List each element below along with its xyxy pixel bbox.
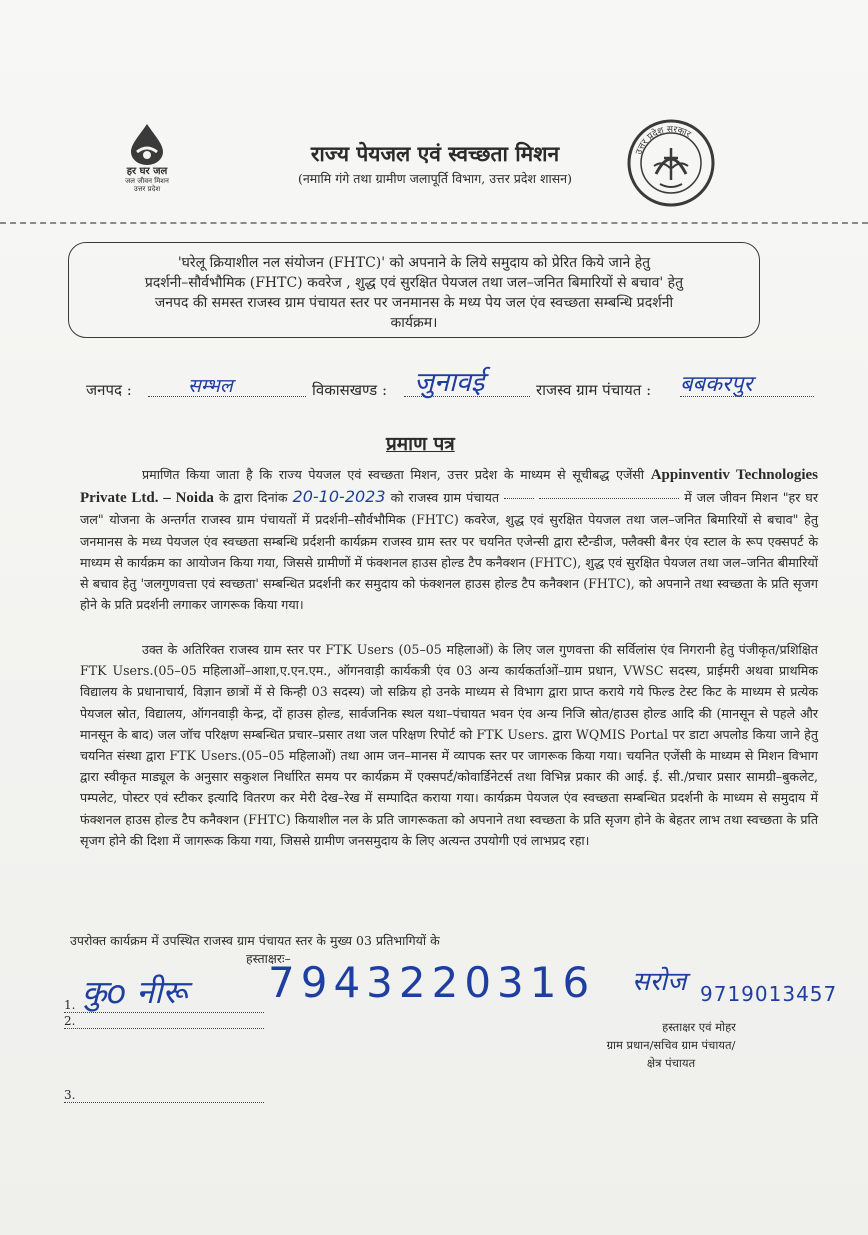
panchayat-value: बबकरपुर [680,372,753,397]
logo-text-line2: जल जीवन मिशन [125,177,169,185]
seal-text: उत्तर प्रदेश सरकार [634,124,693,157]
district-value: सम्भल [188,375,233,397]
signature-intro-line2: हस्ताक्षरः– [246,951,291,966]
mission-title: राज्य पेयजल एवं स्वच्छता मिशन [310,141,560,166]
mission-subtitle: (नमामि गंगे तथा ग्रामीण जलापूर्ति विभाग, उत्तर प्रदेश शासन) [297,171,572,186]
panchayat-blank-2 [539,498,679,499]
up-government-seal-icon [626,118,716,208]
agency-name: Appinventiv Technologies Private Ltd. – Noida [80,467,818,507]
topic-line-3: जनपद की समस्त राजस्व ग्राम पंचायत स्तर पर जनमानस के मध्य पेय जल एंव स्वच्छता सम्बन्धि प्रदर्शनी [154,295,674,311]
signature-right-name: सरोज [632,967,687,997]
water-drop-icon [127,122,167,166]
block-label: विकासखण्ड : [312,381,388,399]
stamp-caption-line3: क्षेत्र पंचायत [646,1056,696,1070]
signature-1-phone: 7943220316 [268,958,596,1007]
panchayat-blank-1 [504,498,534,499]
logo-text-line1: हर घर जल [126,166,168,177]
paragraph-2: उक्त के अतिरिक्त राजस्व ग्राम स्तर पर FTK Users (05–05 महिलाओं) के लिए जल गुणवत्ता की सर्विलांस एंव निगरानी हेतु पंजीकृत/प्रशिक्षित FTK Users.(05–05 महिलाओं–आशा,ए.एन.एम., ऑगनवाड़ी कार्यकत्री एंव 03 अन्य कार्यकर्ताओं–ग्राम प्रधान, VWSC सदस्य, प्राईमरी अथवा प्राथमिक विद्यालय के प्रधानाचार्य, विज्ञान छात्रों में से किन्ही 03 सदस्य) जो सक्रिय हो उनके माध्यम से विभाग द्वारा प्राप्त कराये गये फिल्ड टेस्ट किट के माध्यम से प्रत्येक पेयजल स्रोत, विद्यालय, ऑगनवाड़ी केन्द्र, दों हाउस होल्ड, सार्वजनिक स्थल यथा–पंचायत भवन एंव अन्य निजि स्रोत/हाउस होल्ड आदि की (मानसून से पहले और मानसून के बाद) जल जॉच परिक्षण सम्बन्धित प्रचार–प्रसार तथा जल परिक्षण रिपोर्ट को FTK Users. द्वारा WQMIS Portal पर डाटा अपलोड किया जाने हेतु चयनित संस्था द्वारा FTK Users.(05–05 महिलाओं) तथा आम जन–मानस में व्यापक स्तर पर जागरूक किया गया। चयनित एजेंसी के माध्यम से मिशन विभाग द्वारा स्वीकृत माड्यूल के अनुसार सकुशल निर्धारित समय पर कार्यक्रम में एक्सपर्ट/कोवार्डिनेटर्स तथा विभिन्न प्रकार की आई. ई. सी./प्रचार प्रसार सामग्री–बुकलेट, पम्पलेट, पोस्टर एवं स्टीकर इत्यादि वितरण कर मेरी देख–रेख में सम्पादित कराया गया। कार्यक्रम पेयजल एंव स्वच्छता सम्बन्धित प्रदर्शनी के माध्यम से समुदाय में फंक्शनल हाउस होल्ड टैप कनैक्शन (FHTC) कियाशील नल के प्रति जागरूकता को अपनाने तथा स्वच्छता के प्रति सृजग होने के बेहतर लाभ तथा स्वच्छता के प्रति सृजग होने की दिशा में जागरूक किया गया, जिससे ग्रामीण जनसमुदाय के लिए अत्यन्त उपयोगी एवं लाभप्रद रहा। [80,642,819,848]
signature-line-3: 3. [64,1088,264,1103]
topic-line-1: 'घरेलू क्रियाशील नल संयोजन (FHTC)' को अपनाने के लिये समुदाय को प्रेरित किये जाने हेतु [177,255,651,271]
location-fields [86,367,826,408]
har-ghar-jal-logo [102,122,192,193]
signature-line-1: 1. [64,998,264,1013]
district-label: जनपद : [86,381,132,399]
signature-1-name: कुo नीरू [82,973,188,1011]
stamp-caption-line1: हस्ताक्षर एवं मोहर [662,1020,736,1034]
stamp-caption [556,1018,786,1072]
paragraph-1 [80,464,818,615]
panchayat-label: राजस्व ग्राम पंचायत : [536,381,652,399]
para1-panchayat-label: को राजस्व ग्राम पंचायत [390,490,500,506]
logo-text-line3: उत्तर प्रदेश [133,185,161,193]
topic-line-4: कार्यक्रम। [390,315,438,331]
signature-right-phone: 9719013457 [700,982,838,1006]
stamp-caption-line2: ग्राम प्रधान/सचिव ग्राम पंचायत/ [606,1038,736,1052]
signature-intro-line1: उपरोक्त कार्यक्रम में उपस्थित राजस्व ग्राम पंचायत स्तर के मुख्य 03 प्रतिभागियों के [70,933,440,948]
topic-line-2: प्रदर्शनी–सौर्वभौमिक (FHTC) कवरेज , शुद्ध एवं सुरक्षित पेयजल तथा जल–जनित बिमारियों से बचाव' हेतु [144,275,684,291]
block-value: जुनावई [414,367,485,398]
certificate-title: प्रमाण पत्र [386,433,455,455]
para1-body: में जल जीवन मिशन "हर घर जल" योजना के अन्तर्गत राजस्व ग्राम पंचायतों में प्रदर्शनी–सौर्वभौमिक (FHTC) कवरेज, शुद्ध एवं सुरक्षित पेयजल तथा जल–जनित बिमारियों से बचाव" हेतु जनमानस के मध्य पेयजल एंव स्वच्छता सम्बन्धि प्रर्दशनी कार्यक्रम राजस्व ग्राम स्तर पर चयनित एजेन्सी द्वारा स्टैन्डीज, फ्लैक्सी बैनर एंव स्टाल के रूप एक्सपर्ट के माध्यम से कार्यक्रम का आयोजन किया गया, जिससे ग्रामीणों में फंक्शनल हाउस होल्ड टैप कनैक्शन (FHTC), शुद्ध एवं सुरक्षित पेयजल तथा जल–जनित बीमारियों से बचाव हेतु 'जलगुणवत्ता एवं स्वच्छता' सम्बन्धित प्रदर्शनी कर समुदाय को फंक्शनल हाउस होल्ड टैप कनैक्शन (FHTC), को अपनाने तथा स्वच्छता के प्रति सृजग होने के प्रति प्रदर्शनी लगाकर जागरूक किया गया। [80,490,818,613]
program-topic-box [68,242,760,338]
signature-line-2: 2. [64,1014,264,1029]
program-date: 20-10-2023 [292,487,386,507]
header-divider [0,222,868,224]
para1-intro: प्रमाणित किया जाता है कि राज्य पेयजल एवं स्वच्छता मिशन, उत्तर प्रदेश के माध्यम से सूचीबद्ध एजेंसी [142,467,645,482]
para1-date-label: के द्वारा दिनांक [218,490,288,506]
